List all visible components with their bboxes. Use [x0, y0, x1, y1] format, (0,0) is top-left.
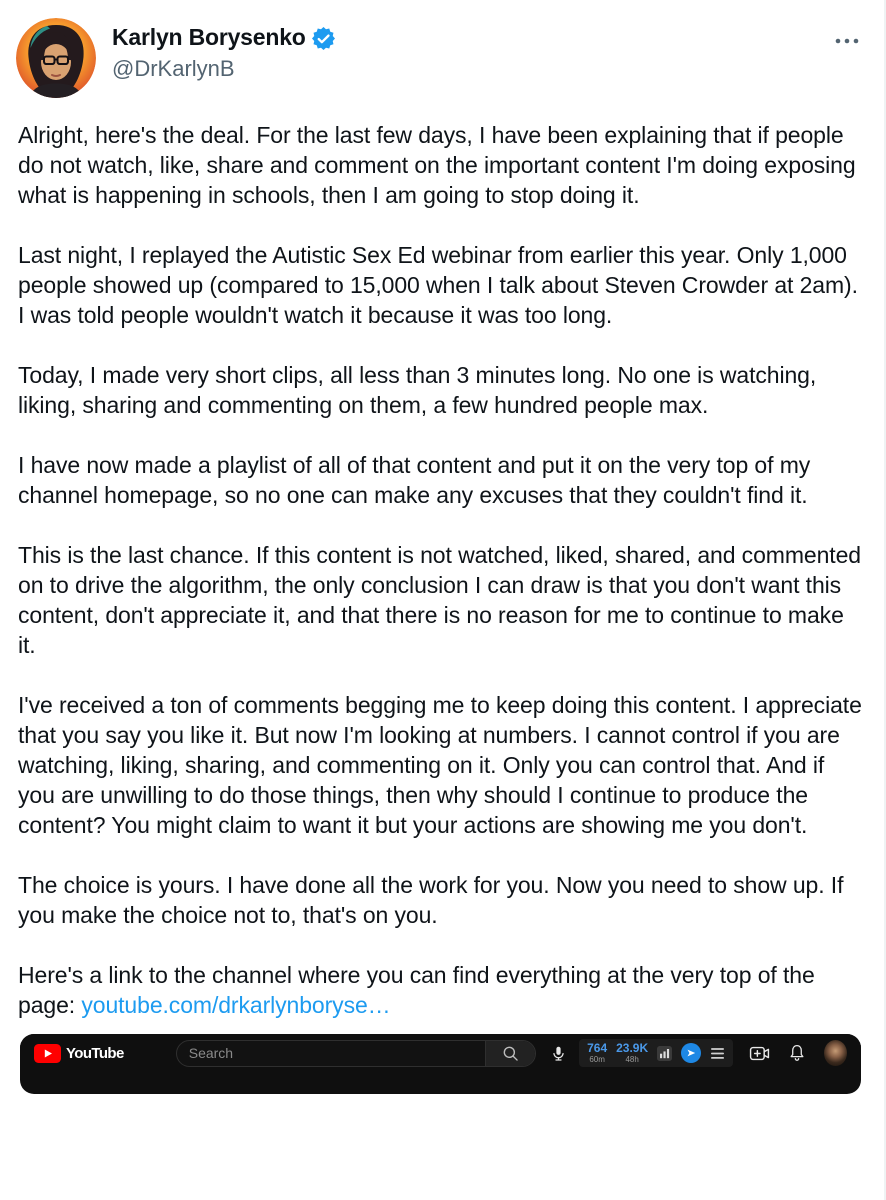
chart-icon[interactable] [657, 1046, 672, 1061]
youtube-embed-card[interactable] [20, 1034, 861, 1094]
tweet-paragraph: I have now made a playlist of all of that content and put it on the very top of my channel homepage, so no one can make any excuses that they couldn't find it. [18, 452, 811, 508]
user-identity [112, 18, 335, 82]
youtube-logo[interactable] [34, 1044, 124, 1063]
notifications-bell-icon[interactable] [788, 1043, 806, 1063]
search-button[interactable] [485, 1041, 535, 1066]
tweet-paragraph: This is the last chance. If this content is not watched, liked, shared, and commented on to drive the algorithm, the only conclusion I can draw is that you don't want this content, don't appreciate it, and that there is no reason for me to continue to make it. [18, 542, 861, 658]
avatar-image [16, 18, 96, 98]
youtube-avatar[interactable] [824, 1040, 847, 1066]
tweet-paragraph: Here's a link to the channel where you can find everything at the very top of the page: youtube.com/drkarlynboryse… [18, 962, 815, 1018]
display-name[interactable]: Karlyn Borysenko [112, 24, 306, 50]
extension-badge-icon[interactable] [681, 1043, 701, 1063]
user-handle[interactable]: @DrKarlynB [112, 56, 235, 81]
views-stat: 764 60m [587, 1041, 608, 1064]
youtube-play-icon [34, 1044, 61, 1063]
avatar[interactable] [16, 18, 96, 98]
extension-stats-panel [579, 1039, 733, 1067]
youtube-logo-text: YouTube [66, 1044, 124, 1062]
create-video-icon[interactable] [749, 1045, 770, 1062]
tweet-header [0, 0, 884, 98]
tweet-paragraph: The choice is yours. I have done all the work for you. Now you need to show up. If you make the choice not to, that's on you. [18, 872, 844, 928]
tweet-paragraph: Today, I made very short clips, all less than 3 minutes long. No one is watching, liking, sharing and commenting on them, a few hundred people max. [18, 362, 817, 418]
tweet-paragraph: Last night, I replayed the Autistic Sex Ed webinar from earlier this year. Only 1,000 people showed up (compared to 15,000 when I talk about Steven Crowder at 2am). I was told people wouldn't watch it because it was too long. [18, 242, 858, 328]
youtube-header-bar [20, 1034, 861, 1072]
search-icon [502, 1045, 519, 1062]
search-input[interactable] [177, 1041, 485, 1066]
tweet-paragraph: I've received a ton of comments begging me to keep doing this content. I appreciate that you say you like it. But now I'm looking at numbers. I cannot control if you are watching, liking, sharing, and commenting on it. Only you can control that. And if you are unwilling to do those things, then why should I continue to produce the content? You might claim to want it but your actions are showing me you don't. [18, 692, 862, 838]
channel-link[interactable]: youtube.com/drkarlynboryse… [81, 992, 391, 1018]
more-options-button[interactable] [828, 32, 866, 50]
views-per-hour-stat: 23.9K 48h [616, 1041, 649, 1064]
microphone-icon[interactable] [550, 1045, 567, 1062]
menu-icon[interactable] [710, 1047, 725, 1060]
verified-badge-icon [312, 27, 335, 50]
more-icon [834, 38, 860, 44]
youtube-search-bar [176, 1040, 536, 1067]
tweet-paragraph: Alright, here's the deal. For the last few days, I have been explaining that if people do not watch, like, share and comment on the important content I'm doing exposing what is happening in schools, then I am going to stop doing it. [18, 122, 856, 208]
tweet-text [0, 98, 884, 1020]
